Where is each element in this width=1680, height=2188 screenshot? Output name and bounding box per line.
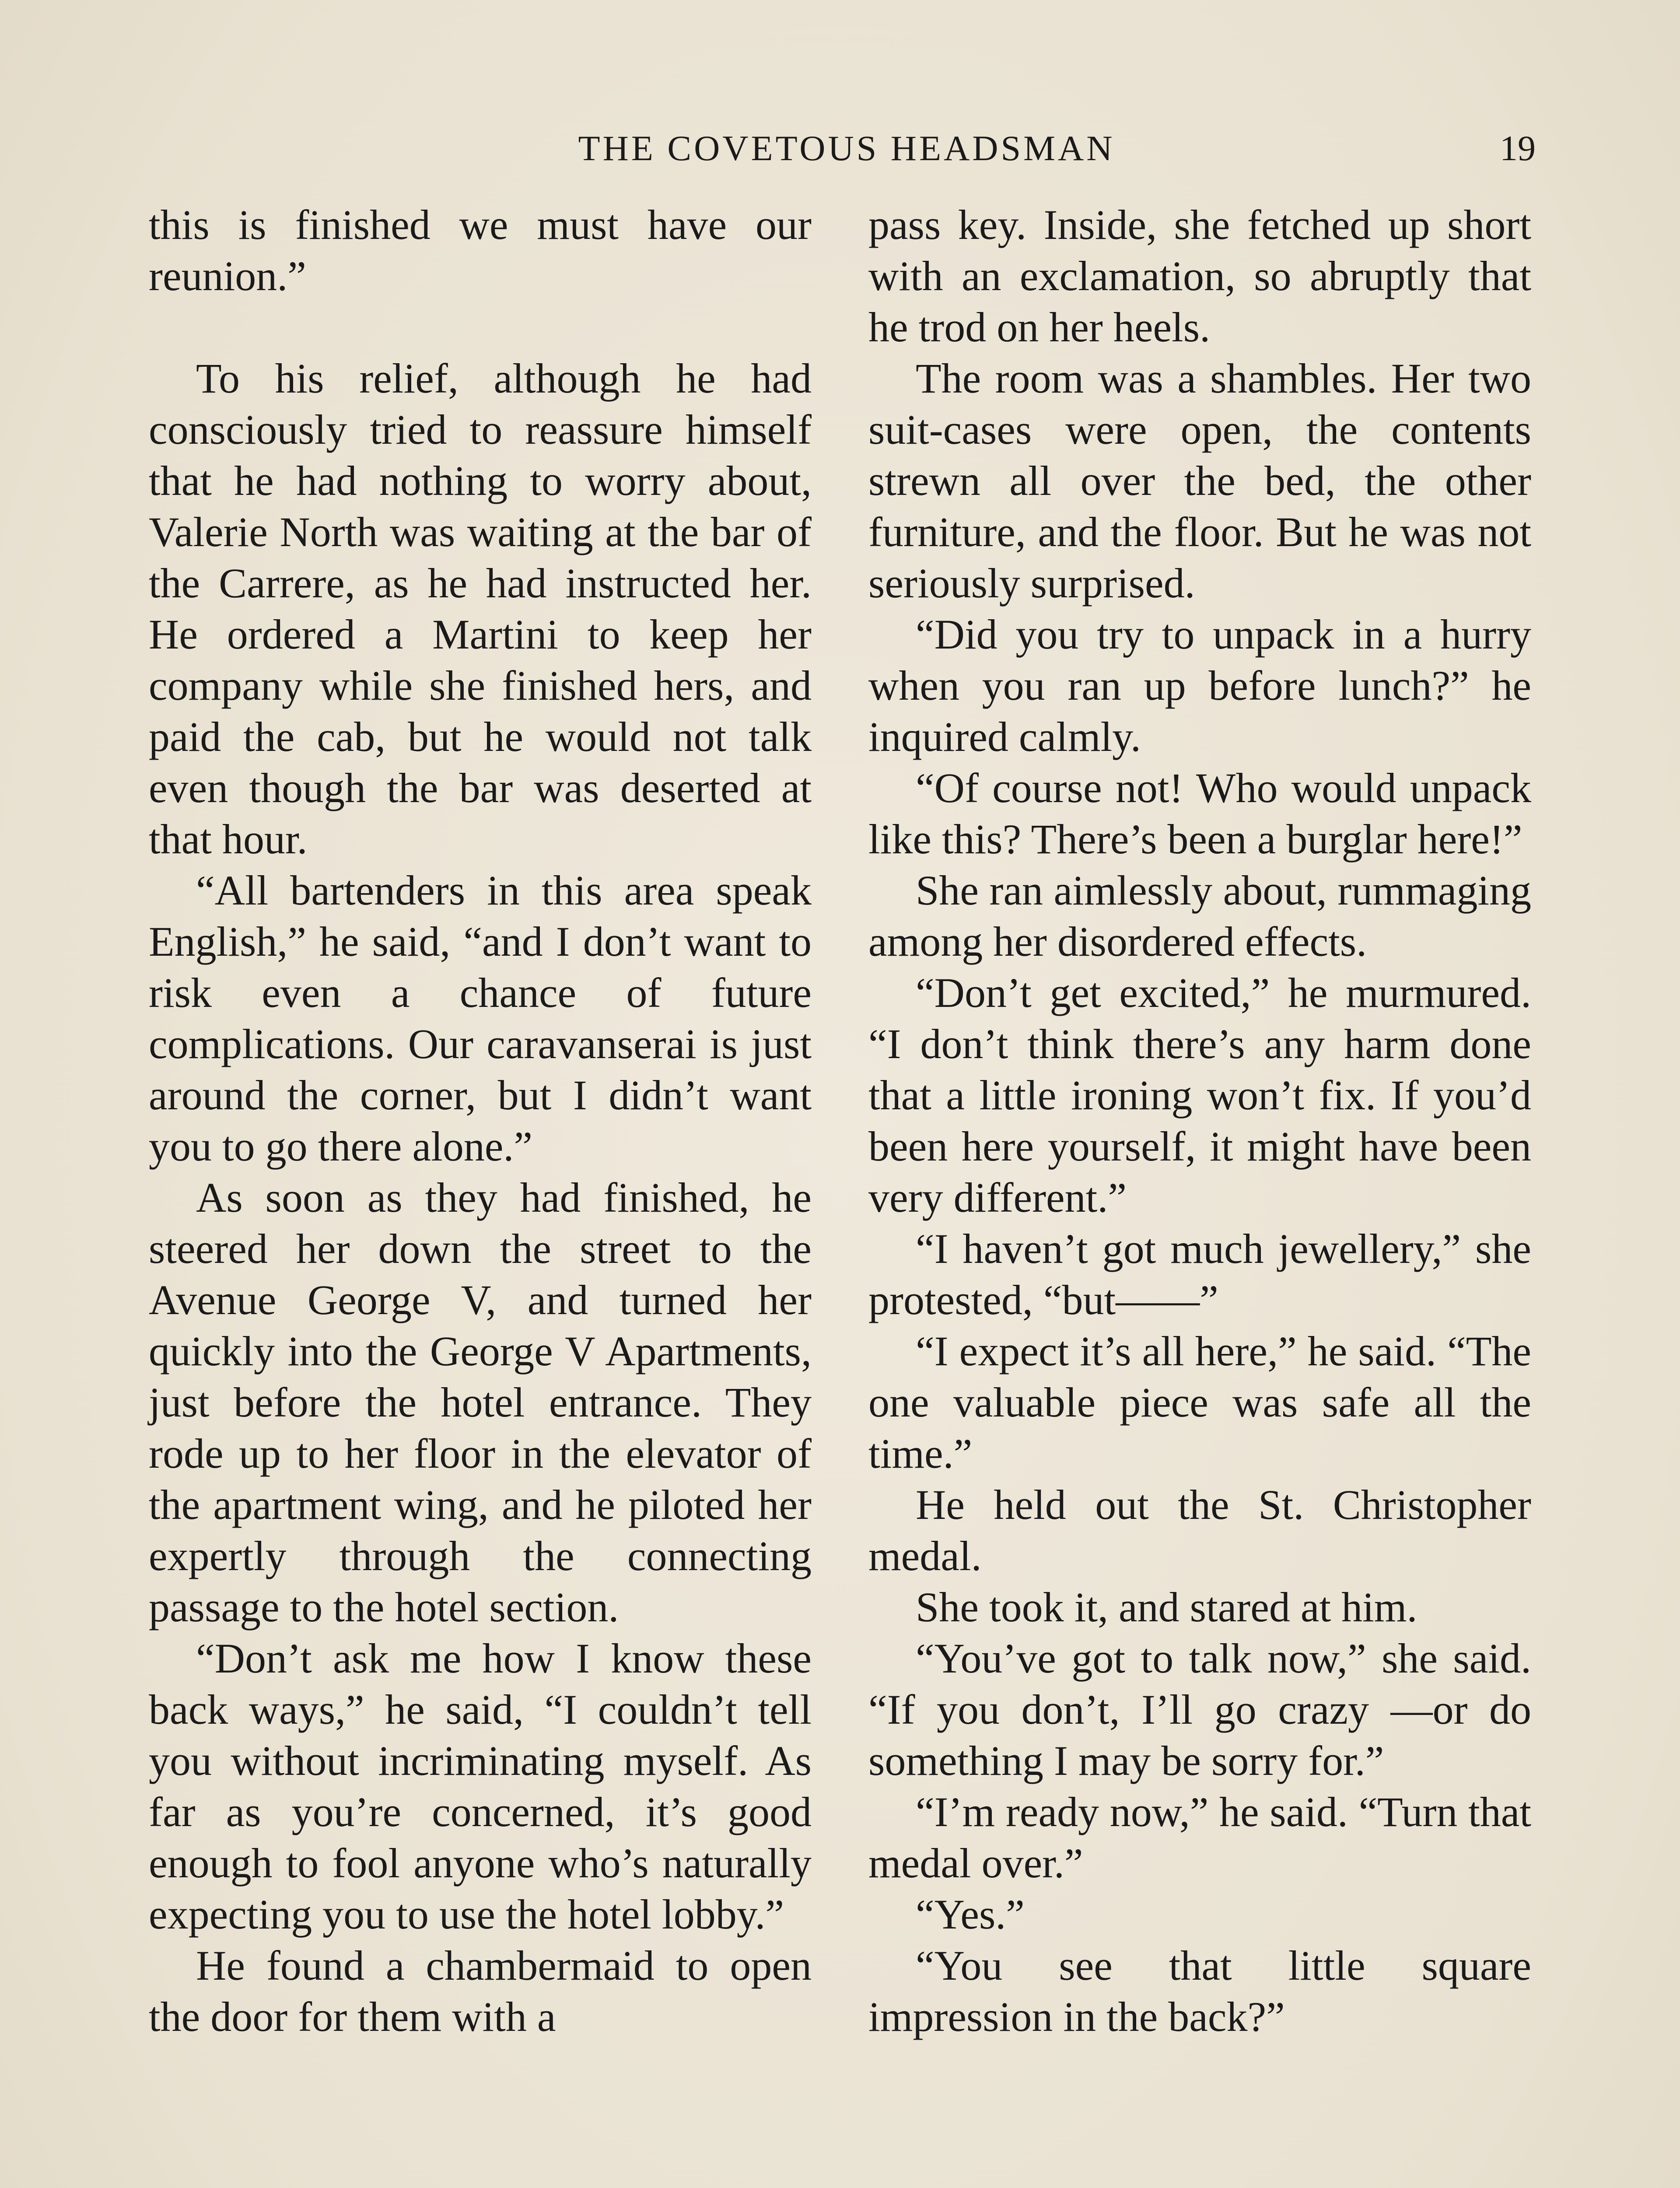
paragraph: pass key. Inside, she fetched up short with an exclamation, so abruptly that he trod on her heels. bbox=[868, 201, 1531, 351]
paragraph: She ran aimlessly about, rummaging among her disordered effects. bbox=[868, 867, 1531, 965]
right-column bbox=[868, 199, 1531, 2042]
paragraph: She took it, and stared at him. bbox=[916, 1584, 1418, 1630]
paragraph: He found a chambermaid to open the door for them with a bbox=[149, 1942, 812, 2040]
paragraph: “You’ve got to talk now,” she said. “If you don’t, I’ll go crazy —or do something I may be sorry for.” bbox=[868, 1635, 1531, 1784]
paragraph: “Of course not! Who would unpack like this? There’s been a burglar here!” bbox=[868, 764, 1531, 863]
paragraph: this is finished we must have our reunion.” bbox=[149, 201, 812, 299]
paragraph: “Don’t ask me how I know these back ways,” he said, “I couldn’t tell you without incriminating myself. As far as you’re concerned, it’s good enough to fool anyone who’s naturally expecting you to use the hotel lobby.” bbox=[149, 1635, 812, 1938]
paragraph: He held out the St. Christopher medal. bbox=[868, 1481, 1531, 1579]
paragraph: “I expect it’s all here,” he said. “The one valuable piece was safe all the time.” bbox=[868, 1328, 1531, 1477]
paragraph: “I haven’t got much jewellery,” she protested, “but——” bbox=[868, 1225, 1531, 1323]
left-column bbox=[149, 199, 812, 2042]
paragraph: “I’m ready now,” he said. “Turn that medal over.” bbox=[868, 1788, 1531, 1886]
paragraph: “Don’t get excited,” he murmured. “I don’t think there’s any harm done that a little ironing won’t fix. If you’d been here yourself, it might have been very different.” bbox=[868, 969, 1531, 1221]
paragraph: “You see that little square impression in the back?” bbox=[868, 1942, 1531, 2040]
paragraph: The room was a shambles. Her two suit-cases were open, the contents strewn all over the bed, the other furniture, and the floor. But he was not seriously surprised. bbox=[868, 355, 1531, 607]
running-title: THE COVETOUS HEADSMAN bbox=[578, 128, 1115, 168]
paragraph: “Yes.” bbox=[916, 1891, 1025, 1938]
paragraph: “All bartenders in this area speak English,” he said, “and I don’t want to risk even a chance of future complications. Our caravanserai is just around the corner, but I didn’t want you to go there alone.” bbox=[149, 867, 812, 1170]
paragraph: To his relief, although he had consciously tried to reassure himself that he had nothing to worry about, Valerie North was waiting at the bar of the Carrere, as he had instructed her. He ordered a Martini to keep her company while she finished hers, and paid the cab, but he would not talk even though the bar was deserted at that hour. bbox=[149, 355, 812, 863]
page-number: 19 bbox=[1500, 128, 1536, 168]
paragraph: “Did you try to unpack in a hurry when you ran up before lunch?” he inquired calmly. bbox=[868, 611, 1531, 760]
paragraph: As soon as they had finished, he steered her down the street to the Avenue George V, and turned her quickly into the George V Apartments, just before the hotel entrance. They rode up to her floor in the elevator of the apartment wing, and he piloted her expertly through the connecting passage to the hotel section. bbox=[149, 1174, 812, 1630]
